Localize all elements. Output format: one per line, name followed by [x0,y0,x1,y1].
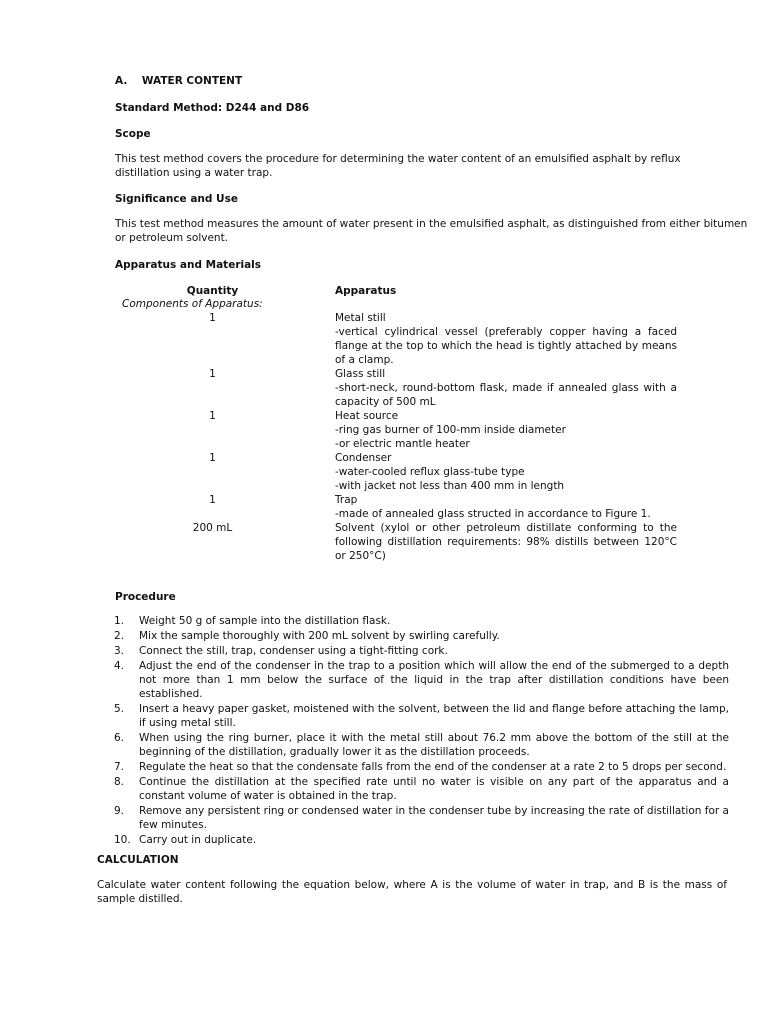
step-text: Connect the still, trap, condenser using a tight-fitting cork. [139,645,448,657]
apparatus-desc: -vertical cylindrical vessel (preferably copper having a faced flange at the top to which the head is tightly attached by means of a clamp. [335,326,677,366]
step-number: 5. [114,703,125,715]
apparatus-item [335,409,677,451]
step-number: 7. [114,761,125,773]
apparatus-qty: 1 [209,452,216,464]
scope-text: This test method covers the procedure for determining the water content of an emulsified asphalt by reflux distillation using a water trap. [115,153,681,179]
list-item [114,629,729,643]
step-number: 6. [114,732,125,744]
apparatus-desc: -water-cooled reflux glass-tube type [335,466,525,478]
apparatus-name: Metal still [335,312,386,324]
step-number: 3. [114,645,125,657]
step-number: 4. [114,660,125,672]
step-text: When using the ring burner, place it with the metal still about 76.2 mm above the bottom of the still at the beginning of the distillation, gradually lower it as the distillation proceeds. [139,732,729,758]
apparatus-qty: 1 [209,410,216,422]
step-number: 2. [114,630,125,642]
significance-text: This test method measures the amount of water present in the emulsified asphalt, as distinguished from either bitumen or petroleum solvent. [115,218,748,244]
list-item [114,659,729,701]
list-item [114,731,729,759]
step-number: 8. [114,776,125,788]
list-item [114,804,729,832]
section-heading: A. WATER CONTENT [115,75,243,87]
apparatus-desc: -or electric mantle heater [335,438,470,450]
apparatus-qty: 200 mL [192,522,233,534]
calculation-heading: CALCULATION [97,854,179,866]
step-text: Regulate the heat so that the condensate falls from the end of the condenser at a rate 2 to 5 drops per second. [139,761,727,773]
step-text: Continue the distillation at the specified rate until no water is visible on any part of the apparatus and a constant volume of water is obtained in the trap. [139,776,729,802]
quantity-column-header: Quantity [186,285,239,297]
scope-heading: Scope [115,128,151,140]
step-number: 9. [114,805,125,817]
apparatus-item [335,493,677,521]
apparatus-item [335,451,677,493]
list-item [114,614,729,628]
apparatus-desc: -short-neck, round-bottom flask, made if annealed glass with a capacity of 500 mL [335,382,677,408]
step-text: Mix the sample thoroughly with 200 mL solvent by swirling carefully. [139,630,500,642]
apparatus-name: Glass still [335,368,386,380]
step-text: Remove any persistent ring or condensed water in the condenser tube by increasing the rate of distillation for a few minutes. [139,805,729,831]
procedure-heading: Procedure [115,591,176,603]
list-item [114,833,729,847]
apparatus-heading: Apparatus and Materials [115,259,262,271]
step-number: 10. [114,834,131,846]
step-text: Adjust the end of the condenser in the trap to a position which will allow the end of the submerged to a depth not more than 1 mm below the surface of the liquid in the trap after distillation conditions have been established. [139,660,729,700]
apparatus-item [335,521,677,563]
significance-heading: Significance and Use [115,193,238,205]
standard-method: Standard Method: D244 and D86 [115,102,310,114]
step-text: Insert a heavy paper gasket, moistened with the solvent, between the lid and flange before attaching the lamp, if using metal still. [139,703,729,729]
calculation-text: Calculate water content following the equation below, where A is the volume of water in trap, and B is the mass of sample distilled. [97,879,727,905]
step-number: 1. [114,615,125,627]
apparatus-name: Condenser [335,452,392,464]
apparatus-desc: -made of annealed glass structed in accordance to Figure 1. [335,508,651,520]
apparatus-qty: 1 [209,312,216,324]
apparatus-name: Trap [335,494,358,506]
apparatus-name: Heat source [335,410,399,422]
apparatus-item [335,367,677,409]
step-text: Carry out in duplicate. [139,834,257,846]
apparatus-item [335,311,677,367]
list-item [114,644,729,658]
procedure-list [114,614,729,848]
components-label: Components of Apparatus: [122,298,263,310]
list-item [114,760,729,774]
apparatus-qty: 1 [209,494,216,506]
apparatus-qty: 1 [209,368,216,380]
apparatus-desc: Solvent (xylol or other petroleum distillate conforming to the following distillation requirements: 98% distills between 120°C or 250°C) [335,522,677,562]
list-item [114,775,729,803]
apparatus-column-header: Apparatus [335,285,397,297]
apparatus-desc: -with jacket not less than 400 mm in length [335,480,565,492]
list-item [114,702,729,730]
step-text: Weight 50 g of sample into the distillation flask. [139,615,391,627]
apparatus-desc: -ring gas burner of 100-mm inside diameter [335,424,566,436]
